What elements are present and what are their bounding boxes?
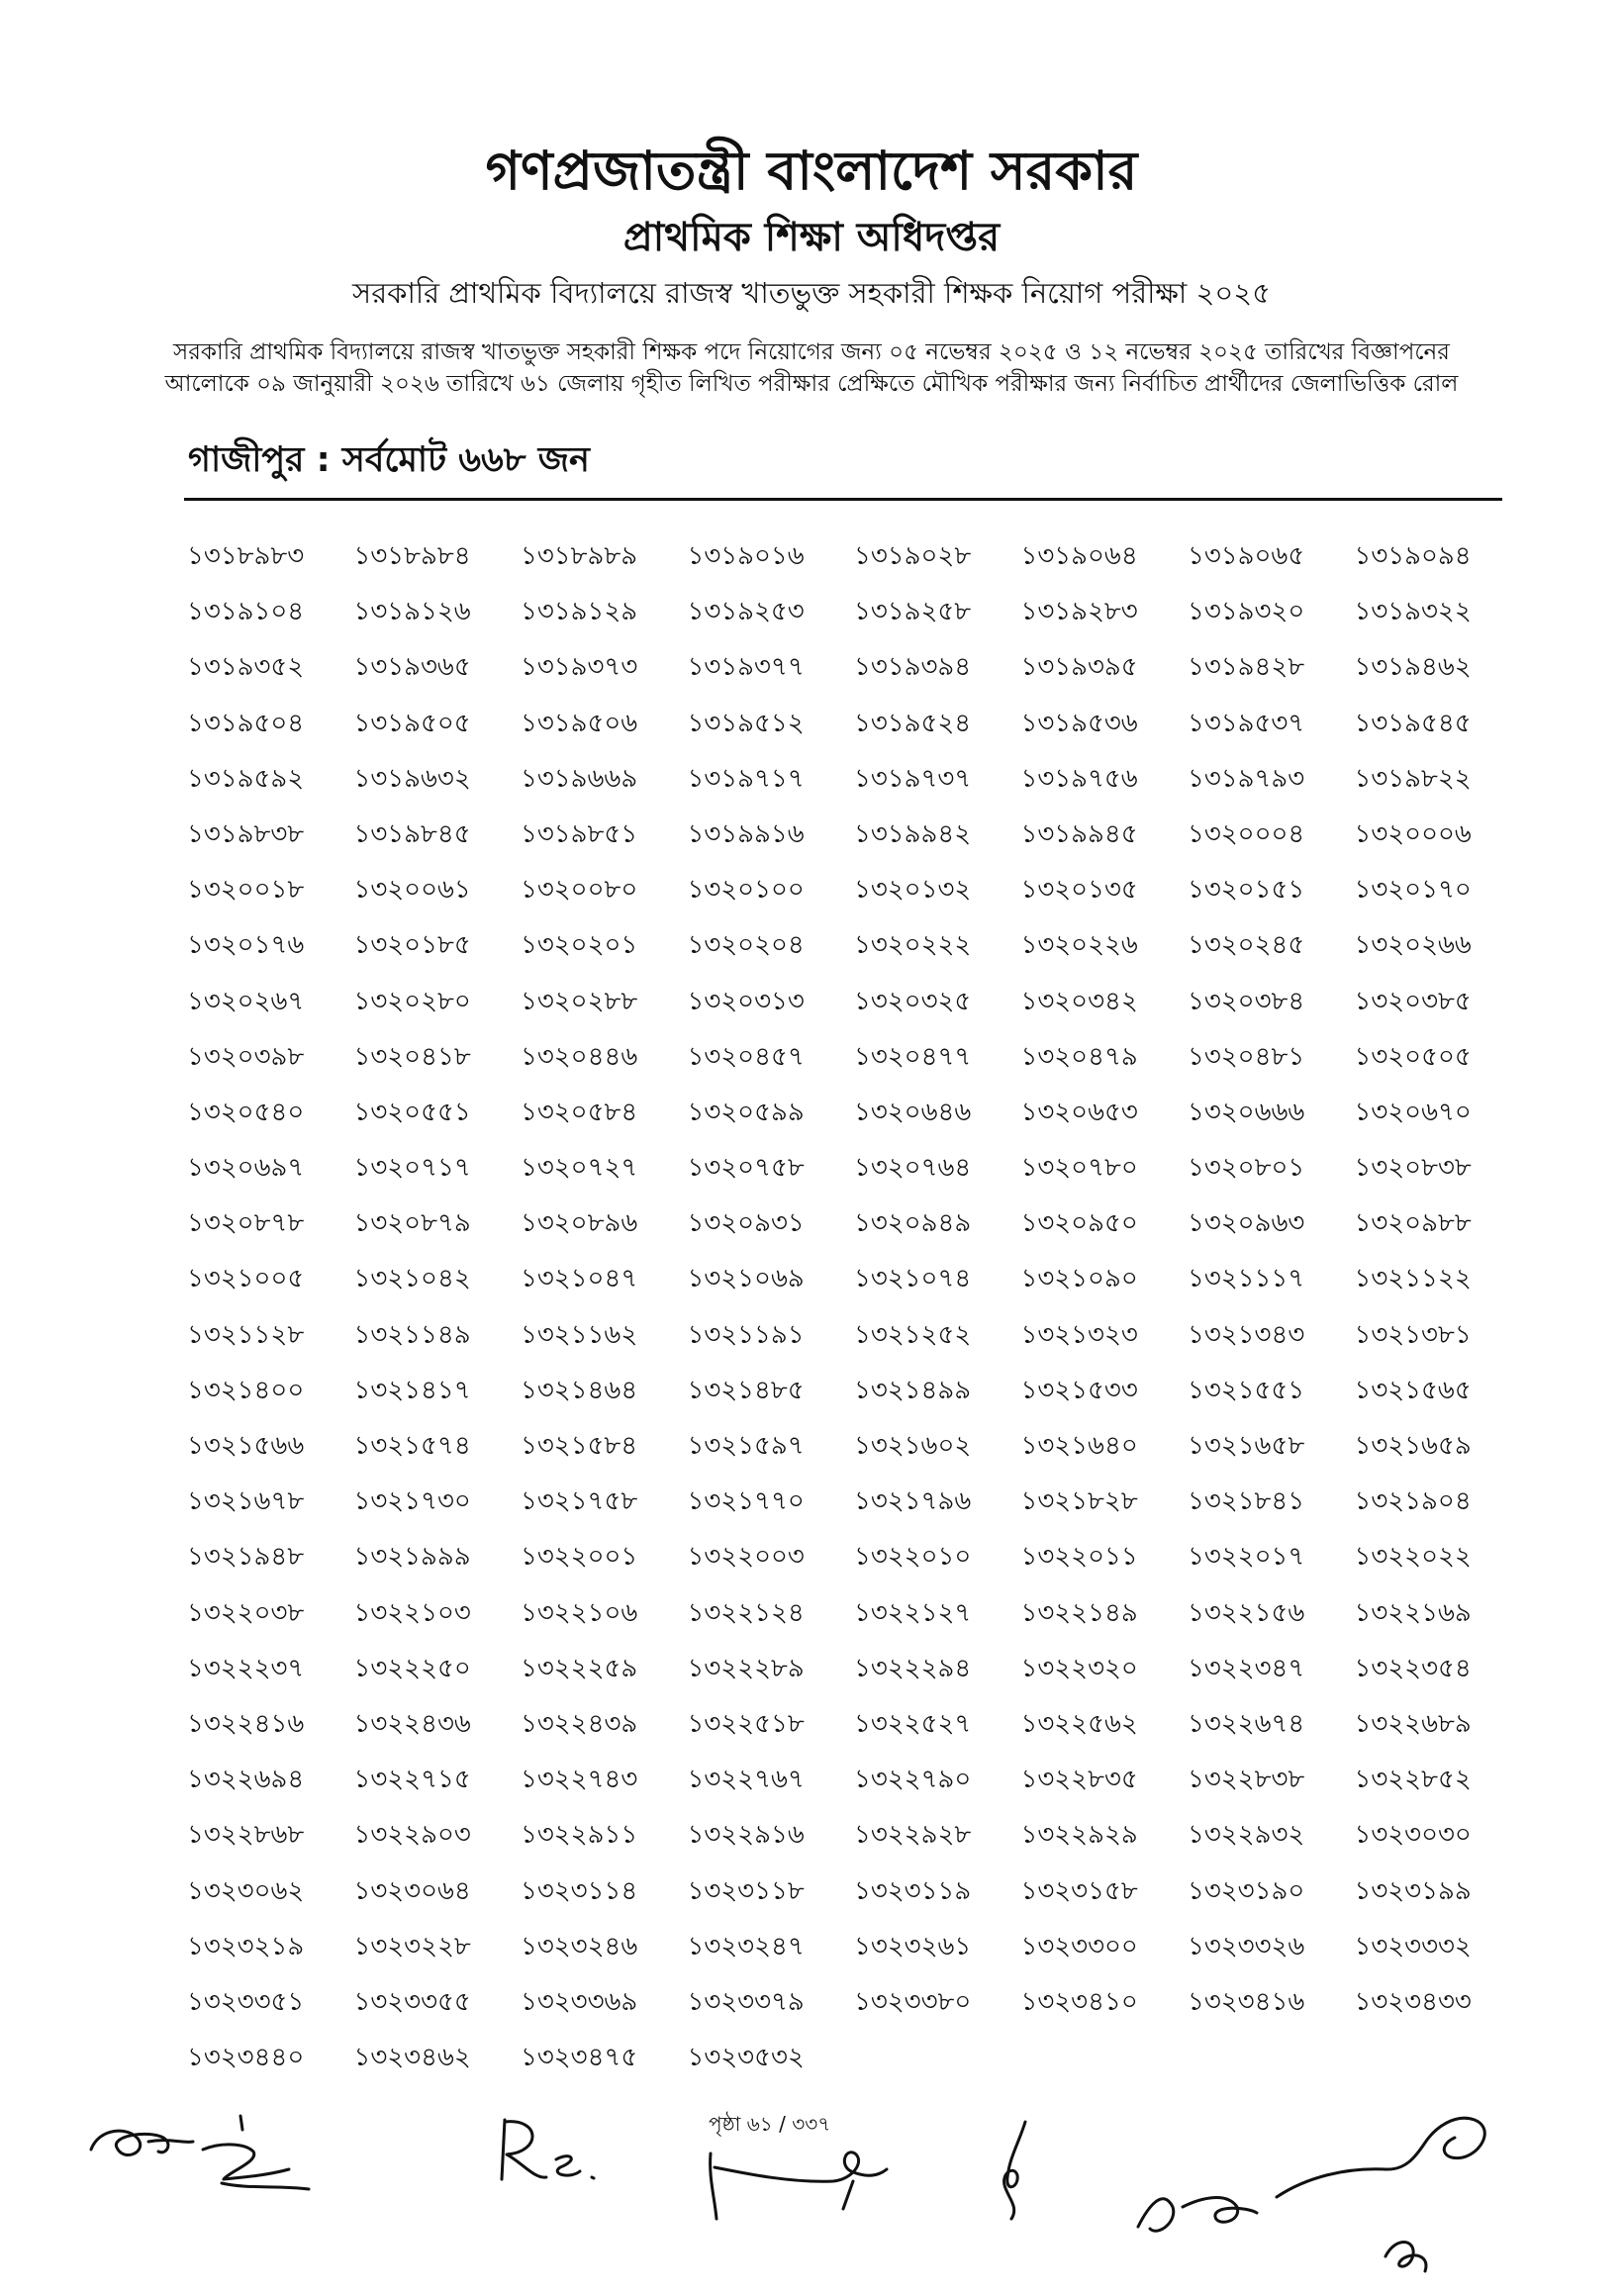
- roll-number: ১৩২০৬৭০: [1354, 1097, 1472, 1127]
- roll-number: ১৩২১১৬২: [521, 1319, 638, 1350]
- roll-number: ১৩২৩৩২৬: [1188, 1931, 1305, 1961]
- roll-number: ১৩২০৯৮৮: [1354, 1208, 1472, 1239]
- roll-number: ১৩২১৩৪৩: [1188, 1319, 1305, 1350]
- roll-number: ১৩১৯৬৬৯: [521, 763, 638, 794]
- roll-number: ১৩১৯০১৬: [687, 541, 805, 571]
- roll-number: ১৩২৩৪৪০: [187, 2043, 305, 2073]
- roll-number: ১৩২২৯২৯: [1020, 1820, 1138, 1851]
- roll-number: ১৩২২৩৪৭: [1188, 1653, 1305, 1683]
- roll-number: ১৩১৯২৮৩: [1020, 597, 1138, 627]
- roll-number: ১৩১৯১০৪: [187, 597, 305, 627]
- roll-number: ১৩১৯৭৯৩: [1188, 763, 1305, 794]
- roll-number: ১৩২২৭৪৩: [521, 1765, 638, 1795]
- roll-number: ১৩১৯৮৩৮: [187, 818, 305, 849]
- government-title: গণপ্রজাতন্ত্রী বাংলাদেশ সরকার: [485, 140, 1138, 202]
- roll-number: ১৩২৩০৩০: [1354, 1820, 1472, 1851]
- roll-number: ১৩২০৩১৩: [687, 986, 805, 1016]
- roll-number: ১৩২০৪৮১: [1188, 1041, 1305, 1072]
- roll-number: ১৩২১৬৭৮: [187, 1486, 305, 1517]
- roll-number: ১৩২১৬৪০: [1020, 1431, 1138, 1461]
- roll-number: ১৩২০৬৪৬: [854, 1097, 972, 1127]
- roll-number: ১৩১৯৭৫৬: [1020, 763, 1138, 794]
- roll-number: ১৩২১৪৯৯: [854, 1375, 972, 1405]
- roll-number: ১৩২১৪১৭: [353, 1375, 471, 1405]
- roll-number: ১৩২৩১১৪: [521, 1875, 638, 1906]
- roll-number: ১৩২২৮৬৮: [187, 1820, 305, 1851]
- roll-number: ১৩২২৮৫২: [1354, 1765, 1472, 1795]
- roll-number: ১৩২১৪৬৪: [521, 1375, 638, 1405]
- roll-number: ১৩২২১০৩: [353, 1597, 471, 1628]
- roll-number: ১৩২০৮৯৬: [521, 1208, 638, 1239]
- roll-number: ১৩২০১০০: [687, 875, 805, 906]
- roll-number: ১৩২৩৪১৬: [1188, 1986, 1305, 2017]
- roll-number: ১৩২৩৩০০: [1020, 1931, 1138, 1961]
- roll-number: ১৩২০০৮০: [521, 875, 638, 906]
- roll-number: ১৩১৯১২৯: [521, 597, 638, 627]
- roll-number: ১৩২১৪৮৫: [687, 1375, 805, 1405]
- roll-number: ১৩২০৮০১: [1188, 1153, 1305, 1184]
- roll-number: ১৩২২০০৩: [687, 1542, 805, 1573]
- roll-number: ১৩২০২০১: [521, 930, 638, 961]
- roll-number: ১৩২৩১১৯: [854, 1875, 972, 1906]
- roll-number: ১৩২২০১০: [854, 1542, 972, 1573]
- roll-number: ১৩২১৩৮১: [1354, 1319, 1472, 1350]
- roll-number: ১৩২১৫৬৫: [1354, 1375, 1472, 1405]
- roll-number: ১৩২১০৭৪: [854, 1264, 972, 1294]
- roll-number: ১৩২০৩৮৪: [1188, 986, 1305, 1016]
- roll-number: ১৩২৩০৬২: [187, 1875, 305, 1906]
- roll-number: ১৩১৯৭১৭: [687, 763, 805, 794]
- roll-number: ১৩২০২২৬: [1020, 930, 1138, 961]
- roll-number: ১৩২০৭১৭: [353, 1153, 471, 1184]
- roll-number: ১৩১৯৩৬৫: [353, 652, 471, 683]
- roll-number: ১৩২০৪৭৯: [1020, 1041, 1138, 1072]
- roll-number: ১৩২৩৪৭৫: [521, 2043, 638, 2073]
- roll-number: ১৩২৩৪৬২: [353, 2043, 471, 2073]
- roll-number: ১৩২২১৬৯: [1354, 1597, 1472, 1628]
- roll-number: ১৩২৩৩৬৯: [521, 1986, 638, 2017]
- roll-number: ১৩১৯৫০৪: [187, 708, 305, 738]
- roll-number: ১৩২০৪১৮: [353, 1041, 471, 1072]
- roll-number: ১৩১৮৯৮৪: [353, 541, 471, 571]
- roll-number: ১৩২১১২৮: [187, 1319, 305, 1350]
- roll-number: ১৩২১৯০৪: [1354, 1486, 1472, 1517]
- roll-number: ১৩২০১৩৫: [1020, 875, 1138, 906]
- roll-number: ১৩২১৭৩০: [353, 1486, 471, 1517]
- notice-line-2: আলোকে ০৯ জানুয়ারী ২০২৬ তারিখে ৬১ জেলায় গৃহীত লিখিত পরীক্ষার প্রেক্ষিতে মৌখিক পরীক্ষার জন্য নির্বাচিত প্রার্থীদের জেলাভিত্তিক রোল: [164, 371, 1459, 397]
- roll-number: ১৩২১৫৬৬: [187, 1431, 305, 1461]
- roll-number: ১৩২০১৩২: [854, 875, 972, 906]
- roll-number: ১৩২১০৪২: [353, 1264, 471, 1294]
- roll-number: ১৩২২০১১: [1020, 1542, 1138, 1573]
- roll-number: ১৩১৯২৫৩: [687, 597, 805, 627]
- roll-number: ১৩২১০৪৭: [521, 1264, 638, 1294]
- roll-number: ১৩২২৯৩২: [1188, 1820, 1305, 1851]
- roll-number: ১৩২২২৩৭: [187, 1653, 305, 1683]
- roll-number: ১৩২০০০৪: [1188, 818, 1305, 849]
- roll-number: ১৩১৯১২৬: [353, 597, 471, 627]
- roll-number: ১৩২৩২১৯: [187, 1931, 305, 1961]
- roll-number: ১৩১৯৫৯২: [187, 763, 305, 794]
- district-heading: গাজীপুর : সর্বমোট ৬৬৮ জন: [188, 440, 590, 480]
- roll-number: ১৩২১৫৯৭: [687, 1431, 805, 1461]
- roll-number: ১৩২০০০৬: [1354, 818, 1472, 849]
- roll-number: ১৩২২০০১: [521, 1542, 638, 1573]
- roll-number: ১৩২১০৬৯: [687, 1264, 805, 1294]
- roll-number: ১৩২০০১৮: [187, 875, 305, 906]
- roll-number: ১৩১৯৫২৪: [854, 708, 972, 738]
- page-number: পৃষ্ঠা ৬১ / ৩৩৭: [709, 2112, 831, 2136]
- roll-number: ১৩২২২৯৪: [854, 1653, 972, 1683]
- roll-number: ১৩২২৪৩৬: [353, 1708, 471, 1739]
- roll-number: ১৩২২৪৩৯: [521, 1708, 638, 1739]
- roll-number: ১৩২০১৭০: [1354, 875, 1472, 906]
- signature-5: [1004, 2122, 1025, 2219]
- roll-number: ১৩২০২৮০: [353, 986, 471, 1016]
- roll-number: ১৩১৯২৫৮: [854, 597, 972, 627]
- roll-number: ১৩১৯৮৪৫: [353, 818, 471, 849]
- roll-number: ১৩১৯৮৫১: [521, 818, 638, 849]
- roll-number: ১৩২০৬৬৬: [1188, 1097, 1305, 1127]
- roll-number: ১৩২০৫৮৪: [521, 1097, 638, 1127]
- roll-number: ১৩২১৯৯৯: [353, 1542, 471, 1573]
- roll-number: ১৩২২৭৬৭: [687, 1765, 805, 1795]
- roll-number: ১৩২১৫৩৩: [1020, 1375, 1138, 1405]
- roll-number: ১৩২০৩৯৮: [187, 1041, 305, 1072]
- roll-number: ১৩২০২২২: [854, 930, 972, 961]
- roll-number: ১৩২১১৯১: [687, 1319, 805, 1350]
- roll-number: ১৩২৩৪১০: [1020, 1986, 1138, 2017]
- roll-number: ১৩২০২০৪: [687, 930, 805, 961]
- roll-number: ১৩২২৮৩৫: [1020, 1765, 1138, 1795]
- roll-number: ১৩১৯৮২২: [1354, 763, 1472, 794]
- roll-number: ১৩১৯৩৯৪: [854, 652, 972, 683]
- roll-number: ১৩২০৭৫৮: [687, 1153, 805, 1184]
- roll-number: ১৩১৯০৬৪: [1020, 541, 1138, 571]
- exam-title: সরকারি প্রাথমিক বিদ্যালয়ে রাজস্ব খাতভুক্ত সহকারী শিক্ষক নিয়োগ পরীক্ষা ২০২৫: [352, 276, 1271, 310]
- roll-number: ১৩২১৭৯৬: [854, 1486, 972, 1517]
- roll-number: ১৩১৯৯৪২: [854, 818, 972, 849]
- roll-number: ১৩২৩০৬৪: [353, 1875, 471, 1906]
- roll-number: ১৩২০৮৭৮: [187, 1208, 305, 1239]
- roll-number: ১৩২২৬৯৪: [187, 1765, 305, 1795]
- roll-number: ১৩১৯৩৭৭: [687, 652, 805, 683]
- roll-number: ১৩২২৯২৮: [854, 1820, 972, 1851]
- signatures: [0, 2058, 1623, 2296]
- signature-2: [203, 2116, 309, 2189]
- roll-number: ১৩২০৩২৫: [854, 986, 972, 1016]
- roll-number: ১৩১৯৫৩৬: [1020, 708, 1138, 738]
- roll-number: ১৩২২০১৭: [1188, 1542, 1305, 1573]
- roll-number: ১৩১৯৬৩২: [353, 763, 471, 794]
- roll-number: ১৩১৯৫৩৭: [1188, 708, 1305, 738]
- roll-number: ১৩২০৬৯৭: [187, 1153, 305, 1184]
- roll-number: ১৩১৯৪৬২: [1354, 652, 1472, 683]
- roll-number: ১৩২১৫৭৪: [353, 1431, 471, 1461]
- roll-number: ১৩২২৫১৮: [687, 1708, 805, 1739]
- roll-number: ১৩২১৫৫১: [1188, 1375, 1305, 1405]
- roll-number: ১৩২২২৫০: [353, 1653, 471, 1683]
- roll-number: ১৩২২৪১৬: [187, 1708, 305, 1739]
- roll-number: ১৩২১২৫২: [854, 1319, 972, 1350]
- roll-number: ১৩২২২৫৯: [521, 1653, 638, 1683]
- roll-number: ১৩২২৫৬২: [1020, 1708, 1138, 1739]
- roll-number: ১৩১৯৫৪৫: [1354, 708, 1472, 738]
- roll-number: ১৩২৩১৯৯: [1354, 1875, 1472, 1906]
- signature-3: [502, 2120, 594, 2179]
- roll-number: ১৩২২৭৯০: [854, 1765, 972, 1795]
- roll-number: ১৩২০৯৬৩: [1188, 1208, 1305, 1239]
- roll-number: ১৩২৩৪৩৩: [1354, 1986, 1472, 2017]
- roll-number: ১৩২৩১৯০: [1188, 1875, 1305, 1906]
- roll-number: ১৩১৯৫১২: [687, 708, 805, 738]
- roll-number: ১৩২২৯০৩: [353, 1820, 471, 1851]
- roll-number: ১৩১৯০৯৪: [1354, 541, 1472, 571]
- roll-number: ১৩২২১০৬: [521, 1597, 638, 1628]
- roll-number: ১৩২০৬৫৩: [1020, 1097, 1138, 1127]
- roll-number: ১৩২০৫৯৯: [687, 1097, 805, 1127]
- roll-number: ১৩২৩২৪৭: [687, 1931, 805, 1961]
- roll-number: ১৩২১১৪৯: [353, 1319, 471, 1350]
- roll-number: ১৩২৩২৬১: [854, 1931, 972, 1961]
- roll-number: ১৩২০৭৬৪: [854, 1153, 972, 1184]
- roll-number: ১৩২৩১১৮: [687, 1875, 805, 1906]
- roll-number: ১৩২২৬৮৯: [1354, 1708, 1472, 1739]
- roll-number-grid: [187, 528, 1521, 2085]
- roll-number: ১৩২১৭৭০: [687, 1486, 805, 1517]
- signature-4: [711, 2152, 887, 2219]
- roll-number: ১৩১৯৩২০: [1188, 597, 1305, 627]
- roll-number: ১৩২০৪৭৭: [854, 1041, 972, 1072]
- roll-number: ১৩২০২৮৮: [521, 986, 638, 1016]
- roll-number: ১৩২৩৩৫৫: [353, 1986, 471, 2017]
- roll-number: ১৩২০১৭৬: [187, 930, 305, 961]
- roll-number: ১৩২২৩৫৪: [1354, 1653, 1472, 1683]
- roll-number: ১৩২১১২২: [1354, 1264, 1472, 1294]
- roll-number: ১৩২০৮৭৯: [353, 1208, 471, 1239]
- roll-number: ১৩২১৬৫৯: [1354, 1431, 1472, 1461]
- roll-number: ১৩২১৩২৩: [1020, 1319, 1138, 1350]
- roll-number: ১৩২২৯১১: [521, 1820, 638, 1851]
- roll-number: ১৩১৯০৬৫: [1188, 541, 1305, 571]
- roll-number: ১৩২০৭৮০: [1020, 1153, 1138, 1184]
- roll-number: ১৩১৯৭৩৭: [854, 763, 972, 794]
- roll-number: ১৩২৩৫৩২: [687, 2043, 805, 2073]
- roll-number: ১৩১৯৩৯৫: [1020, 652, 1138, 683]
- roll-number: ১৩২০৪৫৭: [687, 1041, 805, 1072]
- roll-number: ১৩২০১৫১: [1188, 875, 1305, 906]
- roll-number: ১৩২২১২৭: [854, 1597, 972, 1628]
- roll-number: ১৩২০১৮৫: [353, 930, 471, 961]
- roll-number: ১৩২৩২৪৬: [521, 1931, 638, 1961]
- roll-number: ১৩২১৪০০: [187, 1375, 305, 1405]
- roll-number: ১৩১৮৯৮৩: [187, 541, 305, 571]
- roll-number: ১৩১৯৪২৮: [1188, 652, 1305, 683]
- roll-number: ১৩২৩১৫৮: [1020, 1875, 1138, 1906]
- roll-number: ১৩২০২৪৫: [1188, 930, 1305, 961]
- roll-number: ১৩২৩৩৩২: [1354, 1931, 1472, 1961]
- roll-number: ১৩১৯৯১৬: [687, 818, 805, 849]
- roll-number: ১৩২৩৩৭৯: [687, 1986, 805, 2017]
- heading-divider: [184, 498, 1502, 501]
- signature-1: [91, 2131, 193, 2154]
- roll-number: ১৩১৯৫০৬: [521, 708, 638, 738]
- roll-number: ১৩২২০৩৮: [187, 1597, 305, 1628]
- roll-number: ১৩২২৭১৫: [353, 1765, 471, 1795]
- roll-number: ১৩১৮৯৮৯: [521, 541, 638, 571]
- roll-number: ১৩২২৯১৬: [687, 1820, 805, 1851]
- roll-number: ১৩২২৩২০: [1020, 1653, 1138, 1683]
- roll-number: ১৩২১৬৫৮: [1188, 1431, 1305, 1461]
- roll-number: ১৩২২২৮৯: [687, 1653, 805, 1683]
- roll-number: ১৩১৯৯৪৫: [1020, 818, 1138, 849]
- roll-number: ১৩২০৯৪৯: [854, 1208, 972, 1239]
- roll-number: ১৩২০৩৮৫: [1354, 986, 1472, 1016]
- roll-number: ১৩২১৬০২: [854, 1431, 972, 1461]
- roll-number: ১৩২০৭২৭: [521, 1153, 638, 1184]
- roll-number: ১৩২০৩৪২: [1020, 986, 1138, 1016]
- roll-number: ১৩২২৫২৭: [854, 1708, 972, 1739]
- roll-number: ১৩২২৮৩৮: [1188, 1765, 1305, 1795]
- roll-number: ১৩২৩৩৫১: [187, 1986, 305, 2017]
- roll-number: ১৩২০৫০৫: [1354, 1041, 1472, 1072]
- roll-number: ১৩১৯৩৫২: [187, 652, 305, 683]
- roll-number: ১৩২২১২৪: [687, 1597, 805, 1628]
- signature-6: [1138, 2118, 1484, 2271]
- roll-number: ১৩২১০৯০: [1020, 1264, 1138, 1294]
- roll-number: ১৩১৯০২৮: [854, 541, 972, 571]
- roll-number: ১৩২০২৬৭: [187, 986, 305, 1016]
- roll-number: ১৩২২১৫৬: [1188, 1597, 1305, 1628]
- roll-number: ১৩২০৫৫১: [353, 1097, 471, 1127]
- roll-number: ১৩২১৫৮৪: [521, 1431, 638, 1461]
- roll-number: ১৩২০৪৪৬: [521, 1041, 638, 1072]
- roll-number: ১৩২০২৬৬: [1354, 930, 1472, 961]
- roll-number: ১৩২৩৩৮০: [854, 1986, 972, 2017]
- roll-number: ১৩২১৮৪১: [1188, 1486, 1305, 1517]
- roll-number: ১৩২৩২২৮: [353, 1931, 471, 1961]
- roll-number: ১৩২০০৬১: [353, 875, 471, 906]
- roll-number: ১৩২২০২২: [1354, 1542, 1472, 1573]
- roll-number: ১৩২১১১৭: [1188, 1264, 1305, 1294]
- roll-number: ১৩১৯৫০৫: [353, 708, 471, 738]
- roll-number: ১৩২১৯৪৮: [187, 1542, 305, 1573]
- roll-number: ১৩১৯৩৭৩: [521, 652, 638, 683]
- roll-number: ১৩১৯৩২২: [1354, 597, 1472, 627]
- roll-number: ১৩২২৬৭৪: [1188, 1708, 1305, 1739]
- roll-number: ১৩২১৭৫৮: [521, 1486, 638, 1517]
- directorate-title: প্রাথমিক শিক্ষা অধিদপ্তর: [622, 215, 1001, 260]
- notice-line-1: সরকারি প্রাথমিক বিদ্যালয়ে রাজস্ব খাতভুক্ত সহকারী শিক্ষক পদে নিয়োগের জন্য ০৫ নভেম্বর ২০২৫ ও ১২ নভেম্বর ২০২৫ তারিখের বিজ্ঞাপনের: [173, 339, 1450, 365]
- roll-number: ১৩২০৮৩৮: [1354, 1153, 1472, 1184]
- roll-number: ১৩২২১৪৯: [1020, 1597, 1138, 1628]
- roll-number: ১৩২০৯৩১: [687, 1208, 805, 1239]
- roll-number: ১৩২০৯৫০: [1020, 1208, 1138, 1239]
- roll-number: ১৩২০৫৪০: [187, 1097, 305, 1127]
- roll-number: ১৩২১৮২৮: [1020, 1486, 1138, 1517]
- roll-number: ১৩২১০০৫: [187, 1264, 305, 1294]
